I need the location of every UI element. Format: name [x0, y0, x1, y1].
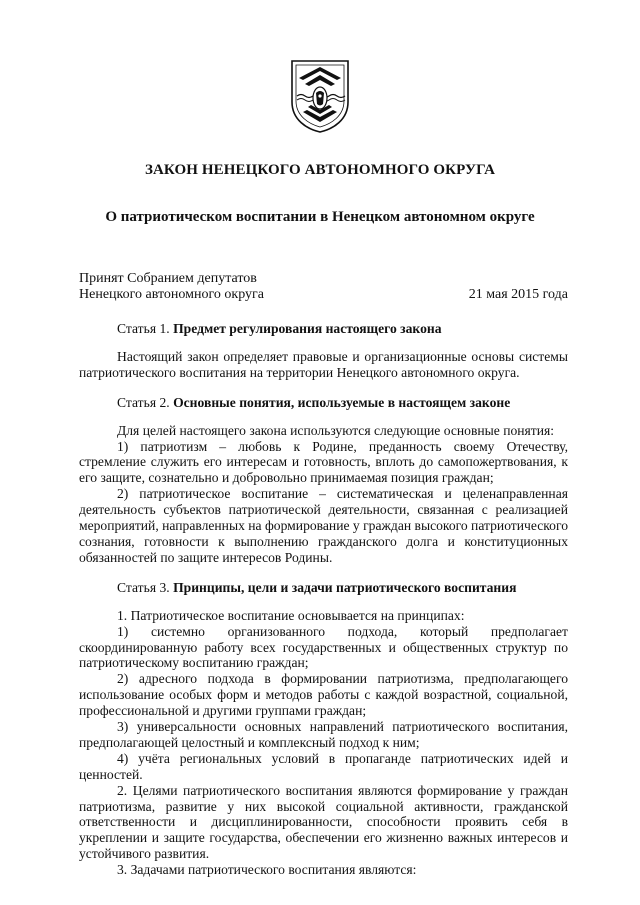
paragraph: 1. Патриотическое воспитание основывается на принципах: [117, 607, 465, 623]
article-number: Статья 1. [117, 321, 170, 336]
paragraph: 1) системно организованного подхода, который предполагает скоординированную работу всех государственных и общественных структур по патриотическому воспитанию граждан; [79, 623, 568, 671]
paragraph: 2. Целями патриотического воспитания являются формирование у граждан патриотизма, развитие у них высокой социальной активности, гражданской ответственности и дисциплинированности, способности проявить себя в укреплении и защите государства, обеспечении его жизненно важных интересов и устойчивого развития. [79, 782, 568, 862]
article-title: Основные понятия, используемые в настоящем законе [173, 394, 511, 410]
paragraph: 4) учёта региональных условий в пропаганде патриотических идей и ценностей. [79, 750, 568, 782]
adoption-date: 21 мая 2015 года [468, 287, 568, 302]
paragraph: 3) универсальности основных направлений патриотического воспитания, предполагающей целостный и комплексный подход к ним; [79, 719, 568, 750]
law-subject-title: О патриотическом воспитании в Ненецком автономном округе [105, 209, 535, 225]
article-title: Принципы, цели и задачи патриотического воспитания [173, 579, 517, 595]
article-heading [79, 580, 568, 596]
adoption-line-2: Ненецкого автономного округа [79, 287, 264, 302]
article-heading [79, 395, 568, 411]
adoption-line-1: Принят Собранием депутатов [79, 271, 257, 286]
paragraph: Для целей настоящего закона используются следующие основные понятия: [117, 422, 555, 438]
adoption-block [79, 271, 264, 303]
paragraph: 2) патриотическое воспитание – систематическая и целенаправленная деятельность субъектов патриотической деятельности, связанная с реализацией мероприятий, направленных на формирование у граждан высокого патриотического сознания, готовности к выполнению гражданского долга и конституционных обязанностей по защите интересов Родины. [79, 486, 569, 565]
law-body [79, 321, 568, 878]
coat-of-arms-emblem [289, 58, 351, 134]
article-number: Статья 2. [117, 394, 170, 410]
article-heading [79, 321, 568, 337]
paragraph: Настоящий закон определяет правовые и организационные основы системы патриотического воспитания на территории Ненецкого автономного округа. [79, 348, 568, 380]
article-title: Предмет регулирования настоящего закона [173, 321, 442, 336]
paragraph: 3. Задачами патриотического воспитания являются: [117, 862, 417, 878]
paragraph: 1) патриотизм – любовь к Родине, преданность своему Отечеству, стремление служить его интересам и готовность, вплоть до самопожертвования, к его защите, сознательно и добровольно принимаемая позиция граждан; [79, 438, 568, 486]
law-title: ЗАКОН НЕНЕЦКОГО АВТОНОМНОГО ОКРУГА [144, 162, 496, 178]
article-number: Статья 3. [117, 579, 170, 595]
paragraph: 2) адресного подхода в формировании патриотизма, предполагающего использование особых форм и методов работы с каждой возрастной, социальной, профессиональной и другими группами граждан; [79, 671, 568, 719]
